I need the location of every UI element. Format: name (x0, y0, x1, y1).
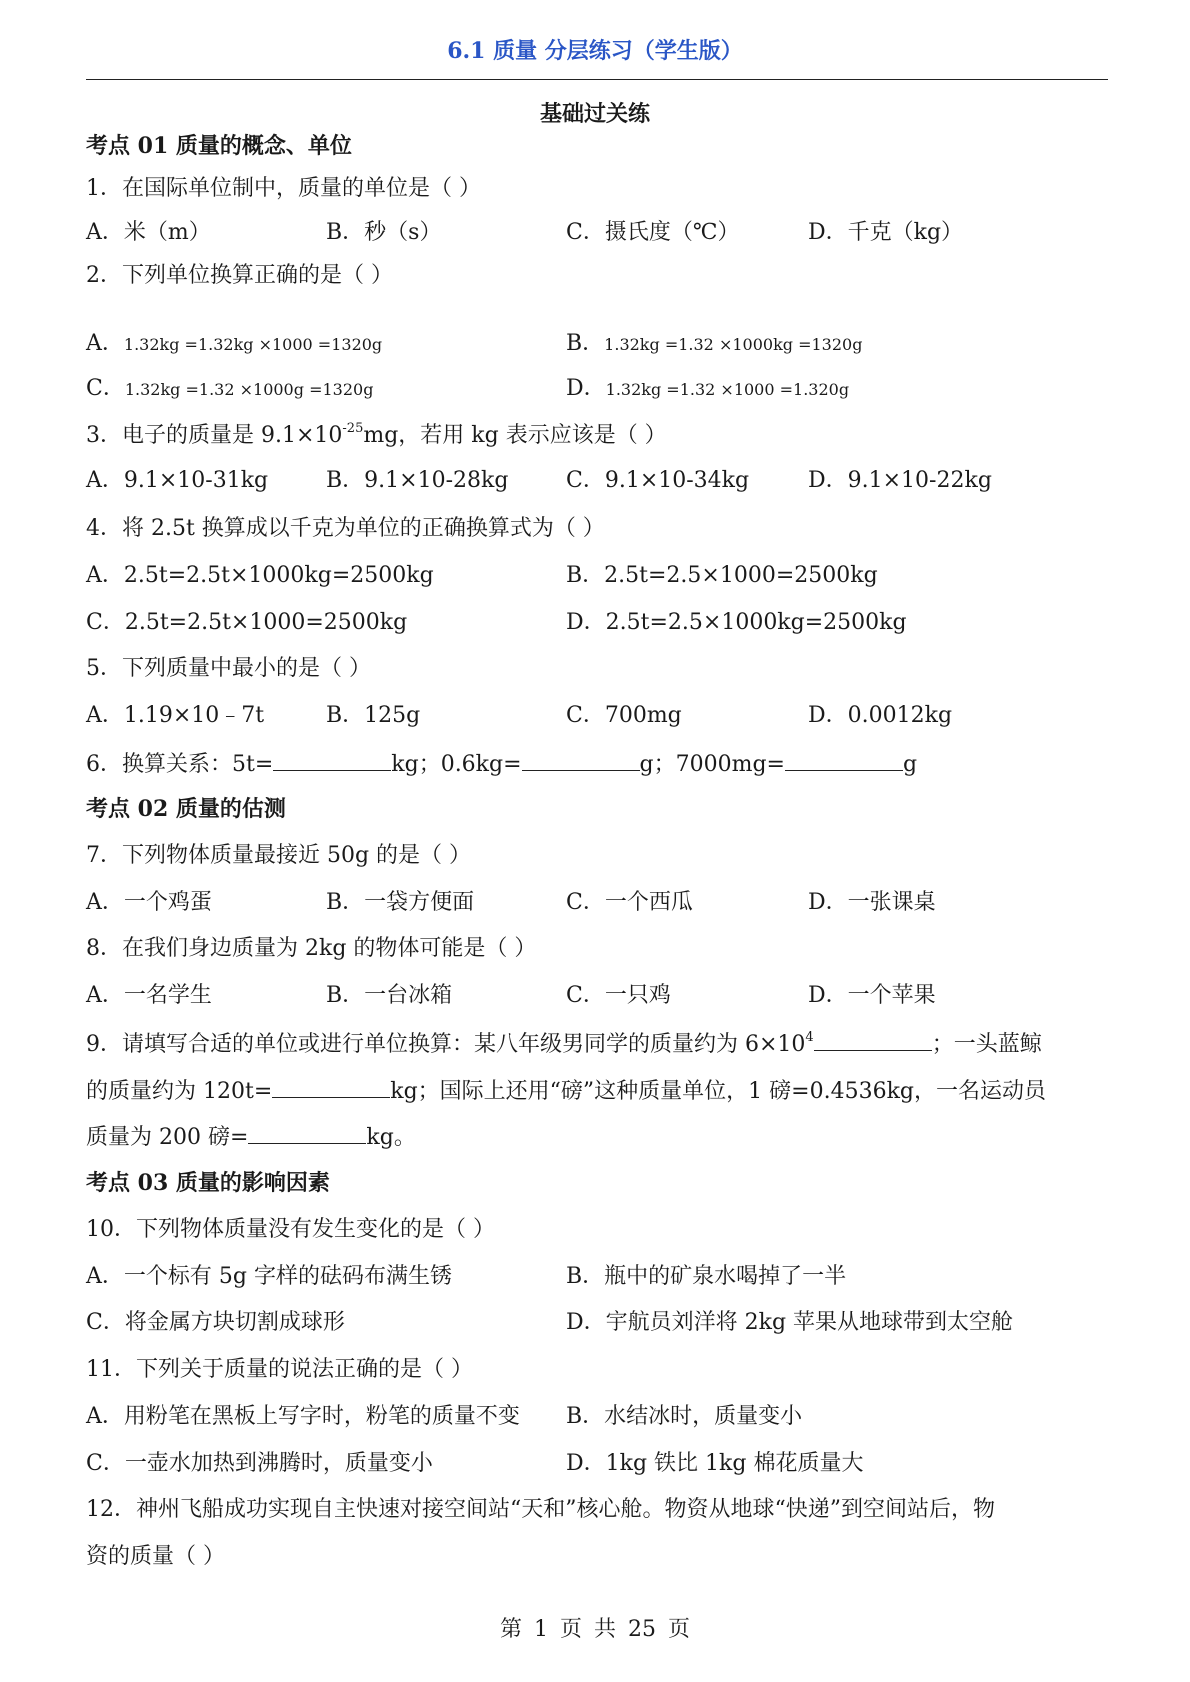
stem-text: g (902, 752, 918, 777)
exponent: -25 (342, 421, 364, 436)
option-formula: 1.32kg =1.32kg ×1000 =1320g (123, 335, 383, 354)
stem-text: kg；国际上还用“磅”这种质量单位，1 磅=0.4536kg，一名运动员 (390, 1079, 1046, 1104)
question-3-option-a: A．9.1×10-31kg (86, 468, 269, 493)
stem-text: g；7000mg= (639, 752, 785, 777)
question-2-option-b (566, 333, 862, 355)
question-7-stem: 7．下列物体质量最接近 50g 的是（ ） (86, 843, 472, 868)
answer-blank[interactable] (522, 752, 640, 771)
stem-text: 质量为 200 磅= (86, 1125, 249, 1150)
question-9-line-3 (86, 1125, 416, 1149)
stem-text: 3．电子的质量是 9.1×10 (86, 423, 343, 448)
question-2-option-c (86, 378, 373, 400)
question-1-option-d: D．千克（kg） (808, 220, 964, 245)
question-8-option-b: B．一台冰箱 (326, 983, 453, 1008)
question-1-option-a: A．米（m） (86, 220, 211, 245)
footer-gong: 共 (594, 1617, 617, 1642)
header-divider (86, 79, 1108, 80)
footer-di: 第 (499, 1617, 522, 1642)
question-5-option-d: D．0.0012kg (808, 703, 953, 728)
footer-total-pages: 25 (628, 1617, 657, 1642)
stem-text: kg；0.6kg= (391, 752, 522, 777)
question-2-option-a (86, 333, 382, 355)
stem-text: 的质量约为 120t= (86, 1079, 273, 1104)
question-3-option-b: B．9.1×10-28kg (326, 468, 509, 493)
section-title: 基础过关练 (539, 101, 650, 127)
question-5-option-a: A．1.19×10﹣7t (86, 703, 265, 728)
topic-heading-01: 考点 01 质量的概念、单位 (86, 133, 352, 159)
question-6-fill-in (86, 752, 917, 776)
option-formula: 1.32kg =1.32 ×1000 =1.320g (605, 380, 850, 399)
option-letter: C． (86, 376, 125, 401)
question-4-option-d: D．2.5t=2.5×1000kg=2500kg (566, 610, 907, 635)
question-12-line-2: 资的质量（ ） (86, 1544, 225, 1569)
footer-ye: 页 (559, 1617, 582, 1642)
footer-page-number: 1 (533, 1617, 548, 1642)
question-3-option-c: C．9.1×10-34kg (566, 468, 750, 493)
answer-blank[interactable] (248, 1125, 366, 1144)
question-11-stem: 11．下列关于质量的说法正确的是（ ） (86, 1357, 473, 1382)
answer-blank[interactable] (814, 1032, 932, 1051)
footer-ye-2: 页 (668, 1617, 691, 1642)
question-8-stem: 8．在我们身边质量为 2kg 的物体可能是（ ） (86, 936, 537, 961)
question-8-option-a: A．一名学生 (86, 983, 212, 1008)
question-4-option-b: B．2.5t=2.5×1000=2500kg (566, 563, 878, 588)
question-8-option-d: D．一个苹果 (808, 983, 936, 1008)
question-3-stem (86, 421, 667, 448)
stem-text: 6．换算关系：5t= (86, 752, 274, 777)
question-5-option-b: B．125g (326, 703, 421, 728)
question-2-option-d (566, 378, 849, 400)
option-formula: 1.32kg =1.32 ×1000g =1320g (124, 380, 374, 399)
question-8-option-c: C．一只鸡 (566, 983, 671, 1008)
stem-text: kg。 (366, 1125, 416, 1150)
answer-blank[interactable] (785, 752, 903, 771)
question-10-stem: 10．下列物体质量没有发生变化的是（ ） (86, 1217, 495, 1242)
question-11-option-a: A．用粉笔在黑板上写字时，粉笔的质量不变 (86, 1404, 520, 1429)
question-10-option-c: C．将金属方块切割成球形 (86, 1310, 345, 1335)
page-footer (0, 1612, 1190, 1643)
question-11-option-c: C．一壶水加热到沸腾时，质量变小 (86, 1451, 433, 1476)
question-5-option-c: C．700mg (566, 703, 682, 728)
question-2-stem: 2．下列单位换算正确的是（ ） (86, 263, 393, 288)
stem-text: mg，若用 kg 表示应该是（ ） (363, 423, 667, 448)
question-7-option-d: D．一张课桌 (808, 890, 936, 915)
topic-heading-02: 考点 02 质量的估测 (86, 796, 286, 822)
question-4-option-a: A．2.5t=2.5t×1000kg=2500kg (86, 563, 434, 588)
question-10-option-a: A．一个标有 5g 字样的砝码布满生锈 (86, 1264, 452, 1289)
question-7-option-c: C．一个西瓜 (566, 890, 693, 915)
question-7-option-a: A．一个鸡蛋 (86, 890, 212, 915)
question-11-option-d: D．1kg 铁比 1kg 棉花质量大 (566, 1451, 864, 1476)
question-4-option-c: C．2.5t=2.5t×1000=2500kg (86, 610, 408, 635)
answer-blank[interactable] (273, 752, 391, 771)
option-letter: B． (566, 331, 605, 356)
page-header-title: 6.1 质量 分层练习（学生版） (447, 38, 743, 64)
answer-blank[interactable] (272, 1079, 390, 1098)
question-12-line-1: 12．神州飞船成功实现自主快速对接空间站“天和”核心舱。物资从地球“快递”到空间站后，物 (86, 1497, 995, 1522)
stem-text: ；一头蓝鲸 (931, 1032, 1042, 1057)
question-10-option-d: D．宇航员刘洋将 2kg 苹果从地球带到太空舱 (566, 1310, 1014, 1335)
question-10-option-b: B．瓶中的矿泉水喝掉了一半 (566, 1264, 847, 1289)
question-1-option-b: B．秒（s） (326, 220, 442, 245)
stem-text: 9．请填写合适的单位或进行单位换算：某八年级男同学的质量约为 6×10 (86, 1032, 806, 1057)
option-formula: 1.32kg =1.32 ×1000kg =1320g (604, 335, 863, 354)
exponent: 4 (805, 1030, 814, 1045)
question-11-option-b: B．水结冰时，质量变小 (566, 1404, 803, 1429)
question-3-option-d: D．9.1×10-22kg (808, 468, 992, 493)
question-1-option-c: C．摄氏度（℃） (566, 220, 740, 245)
question-4-stem: 4．将 2.5t 换算成以千克为单位的正确换算式为（ ） (86, 516, 605, 541)
option-letter: D． (566, 376, 606, 401)
question-9-line-2 (86, 1079, 1046, 1103)
option-letter: A． (86, 331, 124, 356)
question-7-option-b: B．一袋方便面 (326, 890, 475, 915)
question-9-line-1 (86, 1032, 1042, 1056)
question-1-stem: 1．在国际单位制中，质量的单位是（ ） (86, 176, 481, 201)
question-5-stem: 5．下列质量中最小的是（ ） (86, 656, 371, 681)
topic-heading-03: 考点 03 质量的影响因素 (86, 1170, 330, 1196)
